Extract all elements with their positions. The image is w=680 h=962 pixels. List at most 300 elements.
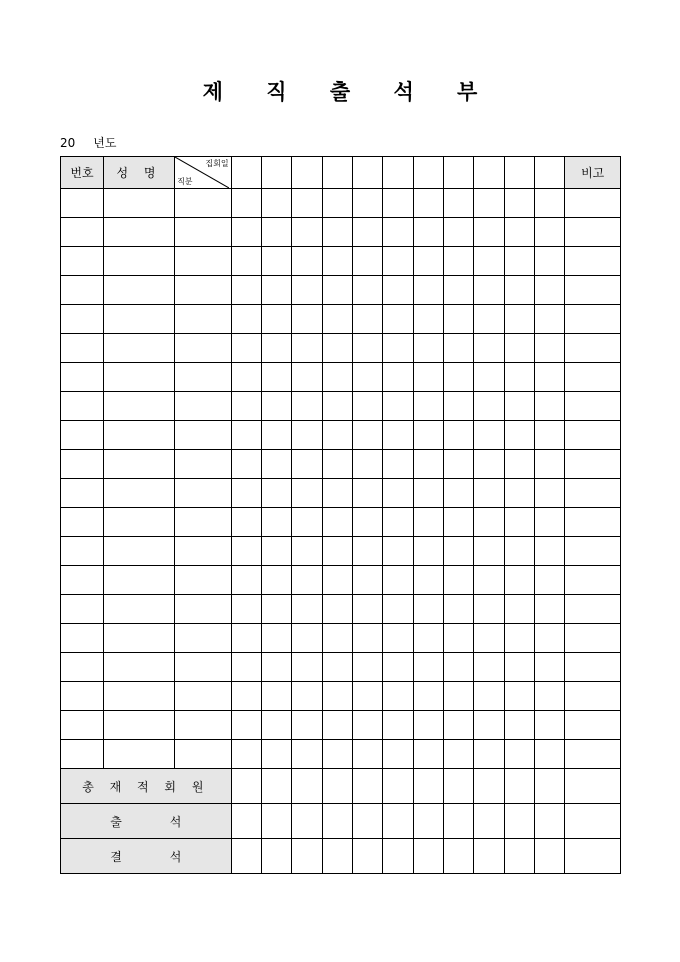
table-cell[interactable]: [383, 653, 413, 682]
table-cell[interactable]: [292, 595, 322, 624]
summary-cell[interactable]: [383, 804, 413, 839]
table-cell[interactable]: [322, 276, 352, 305]
table-cell[interactable]: [261, 247, 291, 276]
table-cell[interactable]: [231, 537, 261, 566]
date-cell[interactable]: [292, 157, 322, 189]
table-cell[interactable]: [322, 740, 352, 769]
date-cell[interactable]: [352, 157, 382, 189]
table-cell[interactable]: [292, 305, 322, 334]
table-cell[interactable]: [413, 218, 443, 247]
date-cell[interactable]: [444, 157, 474, 189]
table-cell[interactable]: [413, 276, 443, 305]
table-cell[interactable]: [352, 247, 382, 276]
table-cell[interactable]: [565, 247, 621, 276]
table-cell[interactable]: [535, 392, 565, 421]
table-cell[interactable]: [261, 363, 291, 392]
table-cell[interactable]: [292, 392, 322, 421]
table-cell[interactable]: [413, 624, 443, 653]
summary-cell[interactable]: [444, 769, 474, 804]
table-cell[interactable]: [565, 740, 621, 769]
table-cell[interactable]: [175, 363, 232, 392]
table-cell[interactable]: [103, 740, 174, 769]
table-cell[interactable]: [535, 421, 565, 450]
table-cell[interactable]: [444, 363, 474, 392]
table-cell[interactable]: [231, 595, 261, 624]
table-cell[interactable]: [383, 566, 413, 595]
table-cell[interactable]: [504, 218, 534, 247]
table-cell[interactable]: [61, 508, 104, 537]
table-cell[interactable]: [261, 508, 291, 537]
table-cell[interactable]: [383, 711, 413, 740]
summary-cell[interactable]: [322, 769, 352, 804]
table-cell[interactable]: [565, 189, 621, 218]
table-cell[interactable]: [103, 508, 174, 537]
summary-cell[interactable]: [261, 804, 291, 839]
table-cell[interactable]: [413, 334, 443, 363]
table-cell[interactable]: [103, 392, 174, 421]
table-cell[interactable]: [504, 682, 534, 711]
table-cell[interactable]: [103, 537, 174, 566]
table-cell[interactable]: [231, 624, 261, 653]
table-cell[interactable]: [535, 740, 565, 769]
table-cell[interactable]: [231, 392, 261, 421]
table-cell[interactable]: [474, 595, 504, 624]
table-cell[interactable]: [352, 479, 382, 508]
table-cell[interactable]: [261, 711, 291, 740]
date-cell[interactable]: [261, 157, 291, 189]
table-cell[interactable]: [504, 566, 534, 595]
table-cell[interactable]: [61, 363, 104, 392]
table-cell[interactable]: [61, 334, 104, 363]
summary-cell[interactable]: [504, 769, 534, 804]
table-cell[interactable]: [413, 537, 443, 566]
table-cell[interactable]: [444, 653, 474, 682]
table-cell[interactable]: [565, 711, 621, 740]
table-cell[interactable]: [413, 479, 443, 508]
table-cell[interactable]: [261, 305, 291, 334]
summary-cell[interactable]: [292, 769, 322, 804]
table-cell[interactable]: [352, 421, 382, 450]
table-cell[interactable]: [565, 682, 621, 711]
table-cell[interactable]: [565, 479, 621, 508]
table-cell[interactable]: [261, 740, 291, 769]
summary-cell[interactable]: [383, 839, 413, 874]
table-cell[interactable]: [444, 276, 474, 305]
summary-cell[interactable]: [565, 769, 621, 804]
table-cell[interactable]: [322, 363, 352, 392]
table-cell[interactable]: [261, 479, 291, 508]
table-cell[interactable]: [292, 450, 322, 479]
table-cell[interactable]: [352, 537, 382, 566]
table-cell[interactable]: [565, 421, 621, 450]
table-cell[interactable]: [103, 595, 174, 624]
table-cell[interactable]: [504, 479, 534, 508]
table-cell[interactable]: [175, 508, 232, 537]
table-cell[interactable]: [61, 247, 104, 276]
table-cell[interactable]: [61, 537, 104, 566]
table-cell[interactable]: [504, 450, 534, 479]
table-cell[interactable]: [61, 392, 104, 421]
table-cell[interactable]: [261, 595, 291, 624]
table-cell[interactable]: [231, 653, 261, 682]
summary-cell[interactable]: [231, 804, 261, 839]
summary-cell[interactable]: [474, 804, 504, 839]
table-cell[interactable]: [444, 305, 474, 334]
summary-cell[interactable]: [383, 769, 413, 804]
date-cell[interactable]: [383, 157, 413, 189]
table-cell[interactable]: [535, 624, 565, 653]
table-cell[interactable]: [383, 189, 413, 218]
table-cell[interactable]: [444, 450, 474, 479]
date-cell[interactable]: [474, 157, 504, 189]
summary-cell[interactable]: [322, 804, 352, 839]
table-cell[interactable]: [231, 711, 261, 740]
table-cell[interactable]: [565, 450, 621, 479]
table-cell[interactable]: [474, 624, 504, 653]
table-cell[interactable]: [383, 334, 413, 363]
summary-cell[interactable]: [231, 769, 261, 804]
table-cell[interactable]: [261, 653, 291, 682]
table-cell[interactable]: [535, 479, 565, 508]
summary-cell[interactable]: [352, 804, 382, 839]
table-cell[interactable]: [535, 189, 565, 218]
table-cell[interactable]: [103, 334, 174, 363]
table-cell[interactable]: [474, 450, 504, 479]
table-cell[interactable]: [474, 276, 504, 305]
table-cell[interactable]: [474, 682, 504, 711]
table-cell[interactable]: [231, 189, 261, 218]
table-cell[interactable]: [61, 189, 104, 218]
table-cell[interactable]: [103, 653, 174, 682]
date-cell[interactable]: [231, 157, 261, 189]
table-cell[interactable]: [565, 276, 621, 305]
table-cell[interactable]: [383, 218, 413, 247]
table-cell[interactable]: [292, 711, 322, 740]
table-cell[interactable]: [103, 218, 174, 247]
table-cell[interactable]: [413, 247, 443, 276]
table-cell[interactable]: [175, 711, 232, 740]
table-cell[interactable]: [352, 218, 382, 247]
table-cell[interactable]: [322, 450, 352, 479]
table-cell[interactable]: [322, 421, 352, 450]
table-cell[interactable]: [103, 479, 174, 508]
table-cell[interactable]: [175, 566, 232, 595]
table-cell[interactable]: [352, 334, 382, 363]
table-cell[interactable]: [504, 624, 534, 653]
table-cell[interactable]: [565, 595, 621, 624]
table-cell[interactable]: [231, 479, 261, 508]
table-cell[interactable]: [444, 479, 474, 508]
table-cell[interactable]: [504, 189, 534, 218]
table-cell[interactable]: [322, 537, 352, 566]
table-cell[interactable]: [61, 421, 104, 450]
table-cell[interactable]: [175, 450, 232, 479]
table-cell[interactable]: [565, 537, 621, 566]
table-cell[interactable]: [413, 450, 443, 479]
table-cell[interactable]: [292, 653, 322, 682]
table-cell[interactable]: [474, 653, 504, 682]
table-cell[interactable]: [103, 682, 174, 711]
summary-cell[interactable]: [413, 769, 443, 804]
table-cell[interactable]: [61, 566, 104, 595]
table-cell[interactable]: [292, 624, 322, 653]
table-cell[interactable]: [474, 537, 504, 566]
table-cell[interactable]: [231, 247, 261, 276]
table-cell[interactable]: [175, 595, 232, 624]
table-cell[interactable]: [322, 566, 352, 595]
table-cell[interactable]: [535, 218, 565, 247]
table-cell[interactable]: [61, 276, 104, 305]
table-cell[interactable]: [231, 363, 261, 392]
table-cell[interactable]: [231, 740, 261, 769]
table-cell[interactable]: [352, 508, 382, 537]
table-cell[interactable]: [535, 653, 565, 682]
table-cell[interactable]: [322, 624, 352, 653]
table-cell[interactable]: [103, 189, 174, 218]
table-cell[interactable]: [61, 305, 104, 334]
table-cell[interactable]: [565, 363, 621, 392]
table-cell[interactable]: [535, 334, 565, 363]
summary-cell[interactable]: [474, 839, 504, 874]
table-cell[interactable]: [504, 363, 534, 392]
table-cell[interactable]: [535, 682, 565, 711]
table-cell[interactable]: [175, 189, 232, 218]
table-cell[interactable]: [383, 508, 413, 537]
table-cell[interactable]: [504, 537, 534, 566]
table-cell[interactable]: [61, 479, 104, 508]
table-cell[interactable]: [504, 508, 534, 537]
table-cell[interactable]: [504, 653, 534, 682]
summary-cell[interactable]: [352, 769, 382, 804]
table-cell[interactable]: [352, 450, 382, 479]
table-cell[interactable]: [444, 682, 474, 711]
table-cell[interactable]: [322, 189, 352, 218]
summary-cell[interactable]: [352, 839, 382, 874]
table-cell[interactable]: [504, 334, 534, 363]
table-cell[interactable]: [292, 334, 322, 363]
table-cell[interactable]: [383, 682, 413, 711]
table-cell[interactable]: [352, 189, 382, 218]
table-cell[interactable]: [231, 218, 261, 247]
table-cell[interactable]: [231, 682, 261, 711]
table-cell[interactable]: [175, 421, 232, 450]
table-cell[interactable]: [103, 624, 174, 653]
table-cell[interactable]: [383, 595, 413, 624]
summary-cell[interactable]: [292, 839, 322, 874]
table-cell[interactable]: [535, 276, 565, 305]
table-cell[interactable]: [474, 508, 504, 537]
table-cell[interactable]: [61, 450, 104, 479]
table-cell[interactable]: [413, 595, 443, 624]
table-cell[interactable]: [383, 276, 413, 305]
table-cell[interactable]: [175, 392, 232, 421]
table-cell[interactable]: [383, 740, 413, 769]
table-cell[interactable]: [352, 392, 382, 421]
table-cell[interactable]: [103, 305, 174, 334]
table-cell[interactable]: [352, 566, 382, 595]
table-cell[interactable]: [175, 334, 232, 363]
summary-cell[interactable]: [535, 839, 565, 874]
table-cell[interactable]: [444, 421, 474, 450]
table-cell[interactable]: [504, 247, 534, 276]
table-cell[interactable]: [474, 189, 504, 218]
table-cell[interactable]: [292, 479, 322, 508]
table-cell[interactable]: [175, 624, 232, 653]
summary-cell[interactable]: [261, 839, 291, 874]
table-cell[interactable]: [175, 479, 232, 508]
table-cell[interactable]: [352, 740, 382, 769]
table-cell[interactable]: [231, 334, 261, 363]
table-cell[interactable]: [383, 247, 413, 276]
table-cell[interactable]: [352, 624, 382, 653]
table-cell[interactable]: [413, 566, 443, 595]
table-cell[interactable]: [535, 566, 565, 595]
table-cell[interactable]: [292, 218, 322, 247]
summary-cell[interactable]: [535, 769, 565, 804]
table-cell[interactable]: [504, 711, 534, 740]
table-cell[interactable]: [352, 653, 382, 682]
table-cell[interactable]: [231, 508, 261, 537]
table-cell[interactable]: [261, 566, 291, 595]
table-cell[interactable]: [352, 276, 382, 305]
date-cell[interactable]: [535, 157, 565, 189]
summary-cell[interactable]: [535, 804, 565, 839]
table-cell[interactable]: [322, 334, 352, 363]
table-cell[interactable]: [444, 566, 474, 595]
table-cell[interactable]: [413, 363, 443, 392]
table-cell[interactable]: [352, 595, 382, 624]
table-cell[interactable]: [383, 305, 413, 334]
table-cell[interactable]: [292, 276, 322, 305]
table-cell[interactable]: [504, 276, 534, 305]
table-cell[interactable]: [61, 624, 104, 653]
table-cell[interactable]: [231, 566, 261, 595]
summary-cell[interactable]: [444, 839, 474, 874]
table-cell[interactable]: [565, 334, 621, 363]
table-cell[interactable]: [175, 653, 232, 682]
table-cell[interactable]: [103, 566, 174, 595]
table-cell[interactable]: [175, 247, 232, 276]
table-cell[interactable]: [413, 392, 443, 421]
table-cell[interactable]: [292, 247, 322, 276]
table-cell[interactable]: [322, 247, 352, 276]
table-cell[interactable]: [413, 421, 443, 450]
table-cell[interactable]: [504, 740, 534, 769]
table-cell[interactable]: [444, 508, 474, 537]
table-cell[interactable]: [565, 624, 621, 653]
table-cell[interactable]: [383, 479, 413, 508]
table-cell[interactable]: [474, 740, 504, 769]
table-cell[interactable]: [292, 363, 322, 392]
table-cell[interactable]: [175, 537, 232, 566]
table-cell[interactable]: [504, 421, 534, 450]
table-cell[interactable]: [413, 305, 443, 334]
summary-cell[interactable]: [444, 804, 474, 839]
table-cell[interactable]: [413, 740, 443, 769]
table-cell[interactable]: [322, 508, 352, 537]
table-cell[interactable]: [504, 595, 534, 624]
table-cell[interactable]: [261, 189, 291, 218]
table-cell[interactable]: [231, 421, 261, 450]
table-cell[interactable]: [61, 740, 104, 769]
table-cell[interactable]: [292, 189, 322, 218]
table-cell[interactable]: [261, 537, 291, 566]
summary-cell[interactable]: [413, 839, 443, 874]
table-cell[interactable]: [103, 421, 174, 450]
table-cell[interactable]: [535, 247, 565, 276]
table-cell[interactable]: [261, 218, 291, 247]
table-cell[interactable]: [322, 653, 352, 682]
table-cell[interactable]: [535, 305, 565, 334]
table-cell[interactable]: [444, 595, 474, 624]
table-cell[interactable]: [565, 566, 621, 595]
table-cell[interactable]: [535, 711, 565, 740]
summary-cell[interactable]: [261, 769, 291, 804]
table-cell[interactable]: [565, 392, 621, 421]
table-cell[interactable]: [535, 508, 565, 537]
table-cell[interactable]: [535, 537, 565, 566]
table-cell[interactable]: [103, 450, 174, 479]
table-cell[interactable]: [383, 421, 413, 450]
table-cell[interactable]: [175, 218, 232, 247]
table-cell[interactable]: [322, 682, 352, 711]
table-cell[interactable]: [474, 711, 504, 740]
table-cell[interactable]: [383, 450, 413, 479]
table-cell[interactable]: [231, 305, 261, 334]
table-cell[interactable]: [444, 392, 474, 421]
table-cell[interactable]: [231, 450, 261, 479]
table-cell[interactable]: [103, 711, 174, 740]
table-cell[interactable]: [175, 740, 232, 769]
table-cell[interactable]: [565, 653, 621, 682]
table-cell[interactable]: [444, 537, 474, 566]
table-cell[interactable]: [352, 363, 382, 392]
table-cell[interactable]: [292, 421, 322, 450]
table-cell[interactable]: [292, 682, 322, 711]
table-cell[interactable]: [261, 392, 291, 421]
table-cell[interactable]: [261, 421, 291, 450]
table-cell[interactable]: [352, 711, 382, 740]
table-cell[interactable]: [383, 363, 413, 392]
table-cell[interactable]: [413, 653, 443, 682]
summary-cell[interactable]: [565, 804, 621, 839]
table-cell[interactable]: [103, 276, 174, 305]
table-cell[interactable]: [292, 566, 322, 595]
table-cell[interactable]: [413, 711, 443, 740]
table-cell[interactable]: [444, 624, 474, 653]
table-cell[interactable]: [413, 682, 443, 711]
table-cell[interactable]: [504, 392, 534, 421]
table-cell[interactable]: [474, 247, 504, 276]
table-cell[interactable]: [61, 218, 104, 247]
table-cell[interactable]: [261, 276, 291, 305]
table-cell[interactable]: [474, 334, 504, 363]
table-cell[interactable]: [444, 740, 474, 769]
table-cell[interactable]: [292, 508, 322, 537]
table-cell[interactable]: [565, 305, 621, 334]
table-cell[interactable]: [261, 334, 291, 363]
table-cell[interactable]: [474, 421, 504, 450]
table-cell[interactable]: [535, 595, 565, 624]
table-cell[interactable]: [444, 189, 474, 218]
table-cell[interactable]: [322, 479, 352, 508]
table-cell[interactable]: [383, 624, 413, 653]
date-cell[interactable]: [322, 157, 352, 189]
table-cell[interactable]: [322, 218, 352, 247]
table-cell[interactable]: [61, 595, 104, 624]
table-cell[interactable]: [231, 276, 261, 305]
summary-cell[interactable]: [413, 804, 443, 839]
